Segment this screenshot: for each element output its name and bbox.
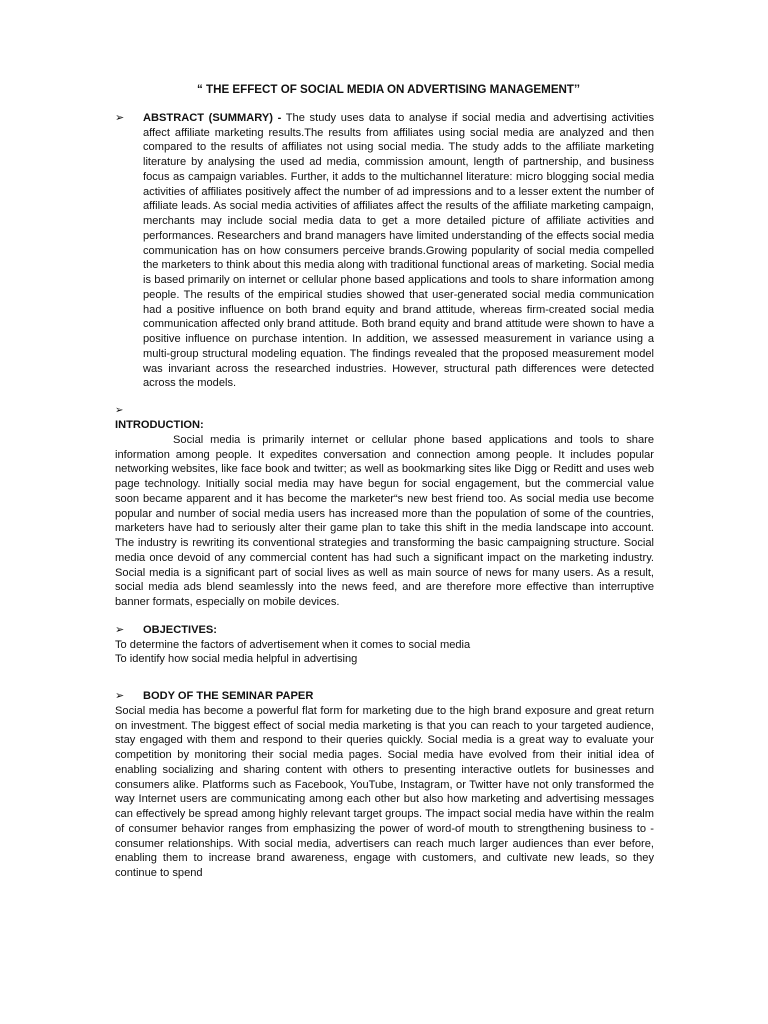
introduction-heading: INTRODUCTION: [115, 419, 204, 431]
body-paragraph: Social media has become a powerful flat form for marketing due to the high brand exposure and great return on investment. The biggest effect of social media marketing is that you can reach to your targeted audience, stay engaged with them and respond to their queries quickly. Social media is a great way to evaluate your competition by monitoring their social media pages. Social media have evolved from their initial idea of enabling socializing and sharing content with others to presenting interactive outlets for businesses and consumers alike. Platforms such as Facebook, YouTube, Instagram, or Twitter have not only transformed the way Internet users are communicating among each other but also how marketing and advertising messages can effectively be spread among highly relevant target groups. The impact social media have within the realm of consumer behavior ranges from emphasizing the power of word-of mouth to strengthening business to -consumer relationships. With social media, advertisers can reach much larger audiences than ever before, enabling them to increase brand awareness, engage with customers, and cultivate new leads, so they continue to spend [115, 704, 654, 879]
objective-item: To determine the factors of advertisement when it comes to social media [115, 638, 471, 651]
abstract-label: ABSTRACT (SUMMARY) - [143, 111, 282, 124]
objectives-header-row [115, 623, 654, 638]
body-header-row [115, 689, 654, 704]
document-title: “ THE EFFECT OF SOCIAL MEDIA ON ADVERTISING MANAGEMENT’’ [196, 83, 581, 96]
body-bullet-icon: ➢ [115, 690, 125, 702]
objectives-bullet-icon: ➢ [115, 623, 125, 636]
abstract-paragraph [143, 111, 654, 391]
objectives-list [115, 638, 654, 668]
body-heading: BODY OF THE SEMINAR PAPER [143, 690, 314, 702]
bullet-arrow-icon: ➢ [115, 111, 125, 124]
introduction-section [115, 418, 654, 610]
abstract-text: The study uses data to analyse if social media and advertising activities affect affiliate marketing results.The results from affiliates using social media are analyzed and then compared to the results of affiliates not using social media. The study adds to the affiliate marketing literature by analysing the used ad media, commission amount, length of partnership, and business focus as campaign variables. Further, it adds to the multichannel literature: micro blogging social media activities of affiliates positively affect the number of ad impressions and to a lesser extent the number of affiliate leads. As social media activities of affiliates affect the results of the affiliate marketing campaign, merchants may include social media data to get a more detailed picture of affiliate activities and performances. Researchers and brand managers have limited understanding of the effects social media communication has on how consumers perceive brands.Growing popularity of social media compelled the marketers to think about this media along with traditional functional areas of marketing. Social media is based primarily on internet or cellular phone based applications and tools to share information among people. The results of the empirical studies showed that user-generated social media communication had a positive influence on both brand equity and brand attitude, whereas firm-created social media communication affected only brand attitude. Both brand equity and brand attitude were shown to have a positive influence on purchase intention. In addition, we assessed measurement in variance using a multi-group structural modeling equation. The findings revealed that the proposed measurement model was invariant across the researched industries. However, structural path differences were detected across the models. [143, 111, 654, 390]
objectives-heading: OBJECTIVES: [143, 623, 217, 636]
abstract-section [115, 111, 654, 391]
objective-item: To identify how social media helpful in advertising [115, 653, 358, 666]
empty-bullet-arrow-icon: ➢ [115, 405, 124, 416]
introduction-paragraph: Social media is primarily internet or cellular phone based applications and tools to share information among people. It expedites conversation and connection among people. It includes popular networking websites, like face book and twitter; as well as bookmarking sites like Digg or Reditt and uses web page technology. Initially social media may have begun for social engagement, but the commercial value soon became apparent and it has become the marketer“s new best friend too. As social media use become popular and number of social media users has increased more than the population of some of the countries, marketers have had to seriously alter their game plan to take this shift in the media landscape into account. The industry is rewriting its conventional strategies and transforming the basic campaigning structure. Social media once devoid of any commercial content has had such a significant impact on the marketing industry. Social media is a significant part of social lives as well as main source of news for many users. As a result, social media ads blend seamlessly into the news feed, and are therefore more effective than interruptive banner formats, especially on mobile devices. [115, 433, 654, 608]
